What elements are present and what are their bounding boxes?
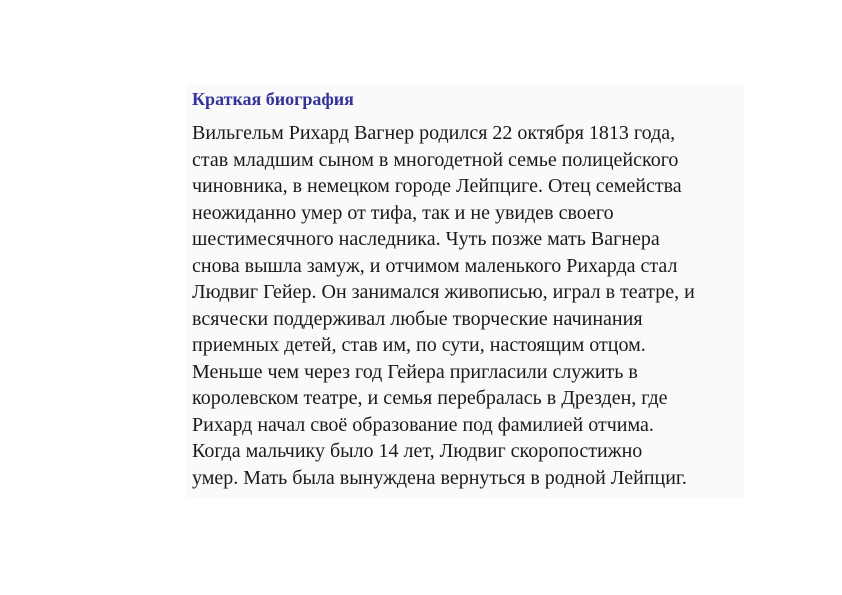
text-line: королевском театре, и семья перебралась в Дрезден, где (192, 387, 668, 409)
text-line: всячески поддерживал любые творческие начинания (192, 307, 643, 330)
text-line: Меньше чем через год Гейера пригласили служить в (192, 360, 638, 383)
text-line: чиновника, в немецком городе Лейпциге. Отец семейства (192, 175, 682, 197)
text-line: Когда мальчику было 14 лет, Людвиг скоропостижно (192, 440, 643, 462)
text-line: умер. Мать была вынуждена вернуться в родной Лейпциг. (192, 466, 687, 489)
text-line: приемных детей, став им, по сути, настоящим отцом. (192, 334, 646, 356)
text-line: Рихард начал своё образование под фамилией отчима. (192, 413, 654, 436)
text-line: Людвиг Гейер. Он занимался живописью, играл в театре, и (192, 281, 695, 303)
biography-section (186, 84, 744, 498)
text-line: шестимесячного наследника. Чуть позже мать Вагнера (192, 228, 660, 250)
text-line: неожиданно умер от тифа, так и не увидев своего (192, 201, 614, 224)
biography-paragraph (192, 120, 744, 491)
text-line: снова вышла замуж, и отчимом маленького Рихарда стал (192, 254, 678, 277)
section-title: Краткая биография (192, 89, 354, 109)
text-line: Вильгельм Рихард Вагнер родился 22 октября 1813 года, (192, 122, 676, 144)
text-line: став младшим сыном в многодетной семье полицейского (192, 148, 679, 171)
